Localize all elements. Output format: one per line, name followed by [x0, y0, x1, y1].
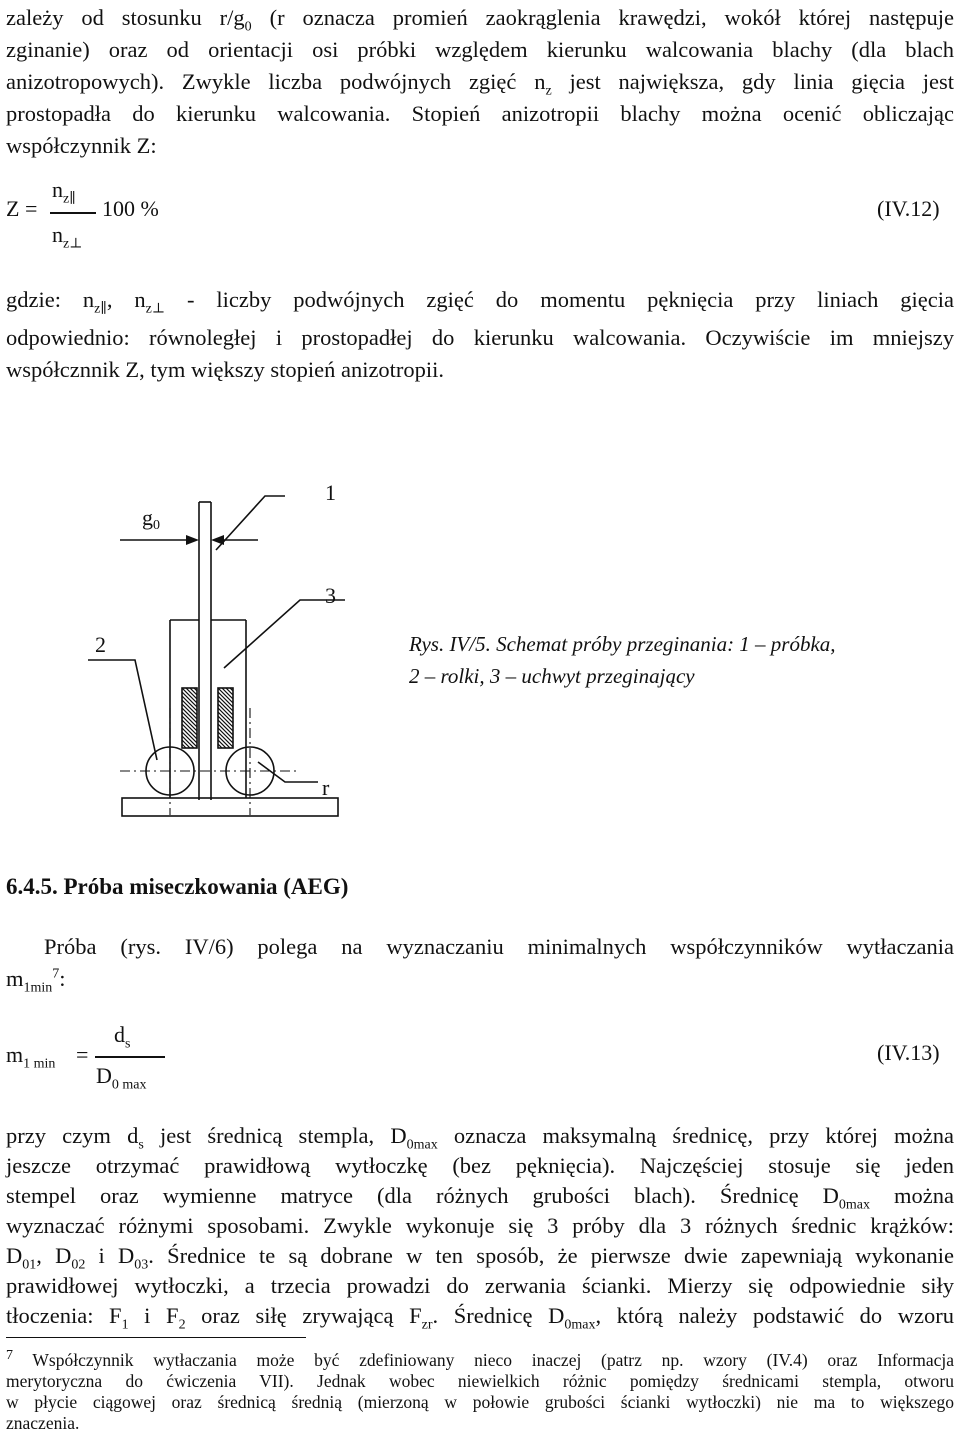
arrowhead-left [186, 535, 199, 545]
fraction-bar [50, 212, 96, 214]
leader-2 [88, 660, 157, 760]
label-2: 2 [95, 632, 106, 657]
text-line: odpowiednio: równoległej i prostopadłej do kierunku walcowania. Oczywiście im mniejszy [6, 325, 954, 350]
eq-denominator: $D_{0 max}$ [96, 1063, 147, 1093]
section-heading: 6.4.5. Próba miseczkowania (AEG) [6, 874, 349, 899]
footnote-line: merytoryczna do ćwiczenia VII). Jednak wobec niewielkich różnic pomiędzy średnicami stempla, otworu [6, 1371, 954, 1391]
label-3: 3 [325, 583, 336, 608]
text-line: tłoczenia: $F_1$ i $F_2$ oraz siłę zrywającą $F_{zr}$. Średnicę $D_{0max}$, którą należy podstawić do wzoru [6, 1303, 955, 1333]
leader-r [258, 762, 318, 782]
text-line: anizotropowych). Zwykle liczba podwójnych zgięć $n_z$ jest największa, gdy linia gięcia jest [6, 69, 954, 99]
text-line: Próba (rys. IV/6) polega na wyznaczaniu minimalnych współczynników wytłaczania [44, 934, 954, 959]
jaw-block-right [218, 688, 233, 748]
eq-factor: 100 % [102, 196, 159, 221]
fraction-bar [95, 1056, 165, 1058]
eq-lhs: Z = [6, 196, 38, 221]
figure-caption: Rys. IV/5. Schemat próby przeginania: 1 – próbka, 2 – rolki, 3 – uchwyt przeginający [409, 632, 836, 688]
text-line: zginanie) oraz od orientacji osi próbki względem kierunku walcowania blachy (dla blach [6, 37, 954, 62]
eq-denominator: $n_{z\perp}$ [52, 222, 83, 252]
footnote-line: $^7$ Współczynnik wytłaczania może być zdefiniowany nieco inaczej (patrz np. wzory (IV.4) oraz Informacja [6, 1348, 954, 1370]
text-line: $D_{01}$, $D_{02}$ i $D_{03}$. Średnice te są dobrane w ten sposób, że pierwsze dwie zapewniają wykonanie [6, 1243, 955, 1273]
label-1: 1 [325, 480, 336, 505]
equation-number: (IV.12) [877, 196, 940, 221]
footnote-rule [6, 1337, 306, 1338]
text-line: zależy od stosunku $r/g_0$ (r oznacza promień zaokrąglenia krawędzi, wokół której następuje [6, 5, 954, 35]
eq-equals: = [76, 1042, 89, 1067]
label-g0: g0 [142, 505, 160, 533]
base-plate [122, 798, 338, 816]
arrowhead-right [211, 535, 224, 545]
eq-numerator: $d_s$ [114, 1022, 131, 1052]
equation-number: (IV.13) [877, 1040, 940, 1065]
footnote-line: znaczenia. [6, 1413, 80, 1433]
text-line: jeszcze otrzymać prawidłową wytłoczkę (bez pęknięcia). Najczęściej stosuje się jeden [6, 1153, 954, 1178]
text-line: prostopadła do kierunku walcowania. Stopień anizotropii blachy można ocenić obliczając [6, 101, 954, 126]
text-line: $m_{1min}^7$: [6, 966, 66, 996]
eq-numerator: $n_{z\parallel}$ [52, 177, 76, 207]
text-line: współcznnik Z, tym większy stopień anizotropii. [6, 357, 445, 382]
leader-1 [216, 496, 285, 550]
bending-test-diagram [0, 470, 420, 850]
leader-3 [224, 600, 345, 668]
label-r: r [322, 775, 330, 800]
footnote-line: w płycie ciągowej oraz średnicą średnią (mierzoną w połowie grubości ścianki wytłoczki) nie ma to większego [6, 1392, 954, 1412]
text-line: gdzie: $n_{z\parallel}$, $n_{z\perp}$ - liczby podwójnych zgięć do momentu pęknięcia przy liniach gięcia [6, 287, 954, 317]
jaw-block-left [182, 688, 197, 748]
text-line: wyznaczać różnymi sposobami. Zwykle wykonuje się 3 próby dla 3 różnych średnic krążków: [6, 1213, 954, 1238]
text-line: współczynnik Z: [6, 133, 157, 158]
text-line: stempel oraz wymienne matryce (dla różnych grubości blach). Średnicę $D_{0max}$ można [6, 1183, 954, 1213]
text-line: prawidłowej wytłoczki, a trzecia prowadzi do zerwania ścianki. Mierzy się odpowiednie siły [6, 1273, 954, 1298]
eq-lhs: $m_{1 min}$ [6, 1042, 56, 1072]
text-line: przy czym $d_s$ jest średnicą stempla, $D_{0max}$ oznacza maksymalną średnicę, przy której można [6, 1123, 954, 1153]
